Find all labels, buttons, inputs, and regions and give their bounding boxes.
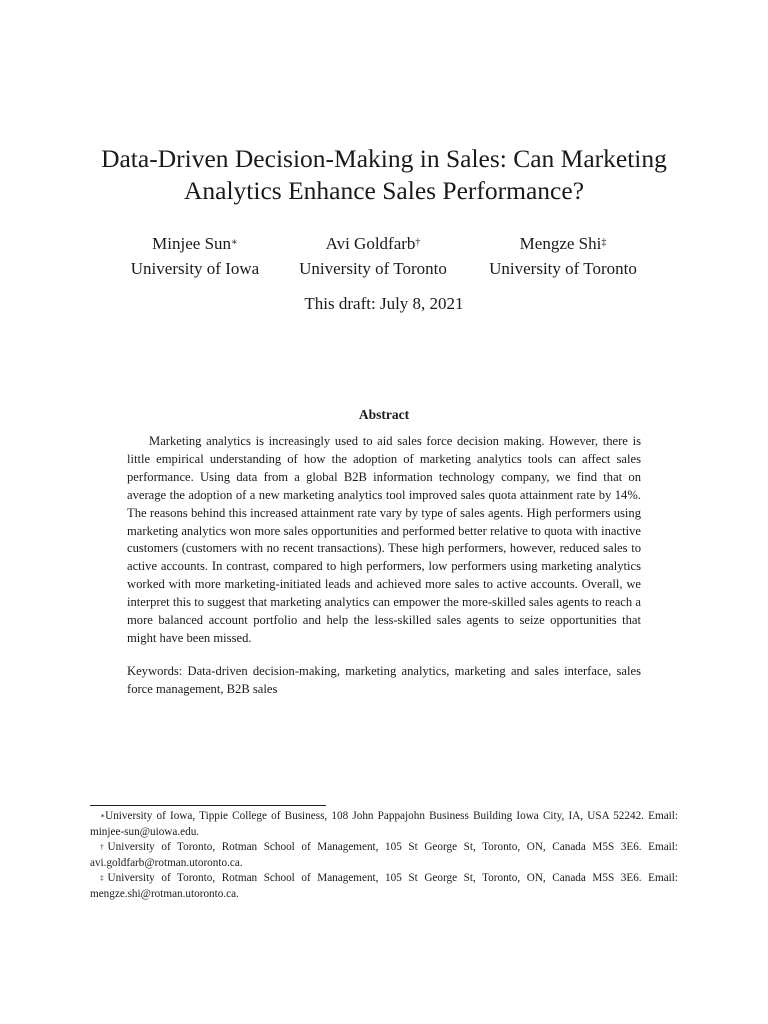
footnotes — [90, 809, 678, 903]
author-footnote-mark: ∗ — [231, 237, 238, 248]
author-name: Minjee Sun — [152, 234, 232, 253]
author-name: Avi Goldfarb — [325, 234, 416, 253]
footnote-text: University of Toronto, Rotman School of Management, 105 St George St, Toronto, ON, Canada M5S 3E6. Email: avi.goldfarb@rotman.utoronto.ca. — [90, 841, 679, 869]
author-affiliation: University of Toronto — [489, 259, 637, 278]
paper-title — [60, 143, 708, 207]
footnote-3 — [90, 871, 678, 902]
footnote-text: University of Iowa, Tippie College of Business, 108 John Pappajohn Business Building Iowa City, IA, USA 52242. Email: minjee-sun@uiowa.edu. — [90, 810, 678, 838]
draft-date: This draft: July 8, 2021 — [304, 294, 464, 313]
paper-title-line-1: Data-Driven Decision-Making in Sales: Can Marketing — [101, 144, 667, 173]
paper-title-line-2: Analytics Enhance Sales Performance? — [183, 176, 585, 205]
footnote-mark: ‡ — [100, 873, 108, 883]
keywords: Keywords: Data-driven decision-making, marketing analytics, marketing and sales interface, sales force management, B2B sales — [127, 664, 641, 696]
author-name: Mengze Shi — [519, 234, 602, 253]
author-block — [0, 231, 768, 281]
author-avi-goldfarb — [288, 231, 458, 281]
footnote-1 — [90, 809, 678, 840]
footnote-mark: † — [100, 842, 108, 852]
author-mengze-shi — [478, 231, 648, 281]
author-footnote-mark: ‡ — [601, 237, 607, 248]
footnote-2 — [90, 840, 678, 871]
footnote-mark: ∗ — [100, 811, 106, 820]
footnote-divider — [90, 805, 326, 806]
author-affiliation: University of Toronto — [299, 259, 447, 278]
abstract-heading: Abstract — [358, 407, 410, 422]
author-affiliation: University of Iowa — [130, 259, 260, 278]
author-footnote-mark: † — [415, 237, 421, 248]
author-minjee-sun — [110, 231, 280, 281]
abstract-body: Marketing analytics is increasingly used to aid sales force decision making. However, there is little empirical understanding of how the adoption of marketing analytics tools can affect sales performance. Using data from a global B2B information technology company, we find that on average the adoption of a new marketing analytics tool improved sales quota attainment rate by 14%. The reasons behind this increased attainment rate vary by type of sales agents. High performers using marketing analytics won more sales opportunities and performed better relative to quota with inactive customers (customers with no recent transactions). These high performers, however, reduced sales to active accounts. In contrast, compared to high performers, low performers using marketing analytics worked with more marketing-initiated leads and achieved more sales to active accounts. Overall, we interpret this to suggest that marketing analytics can empower the more-skilled sales agents to reach a more balanced account portfolio and help the less-skilled sales agents to seize opportunities that might have been missed. — [127, 434, 641, 645]
footnote-text: University of Toronto, Rotman School of Management, 105 St George St, Toronto, ON, Canada M5S 3E6. Email: mengze.shi@rotman.utoronto.ca. — [90, 872, 679, 900]
